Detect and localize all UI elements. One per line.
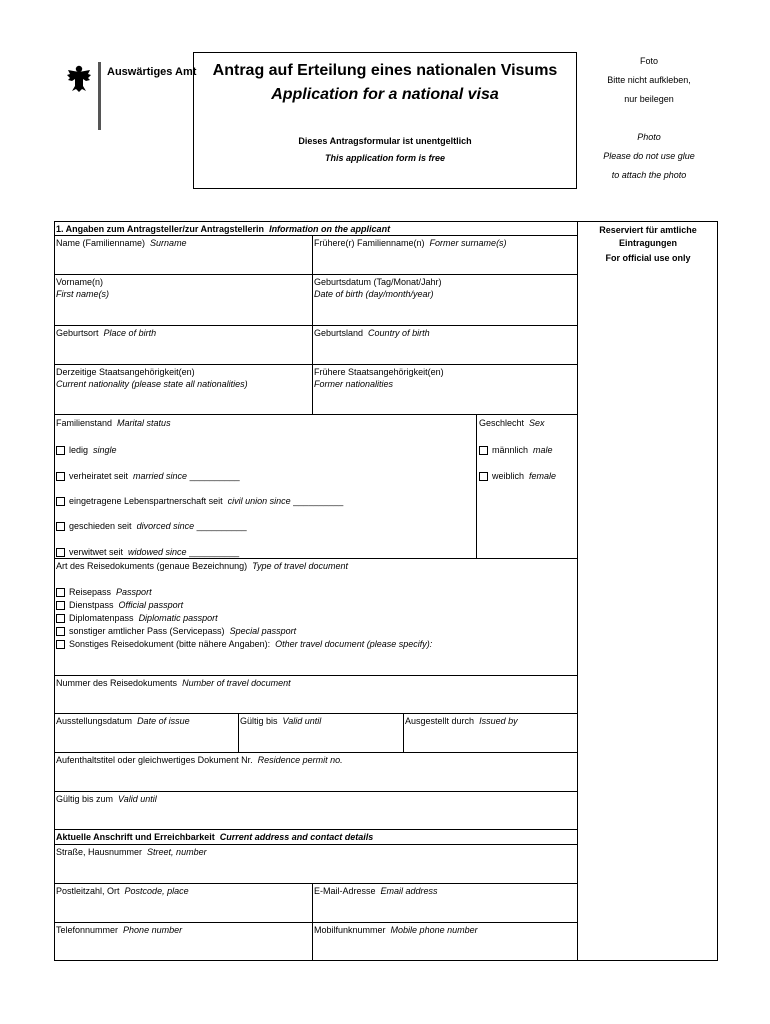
doc-option-diplomatic-passport[interactable]: Diplomatenpass Diplomatic passport bbox=[56, 612, 218, 624]
checkbox[interactable] bbox=[56, 497, 65, 506]
phone-field[interactable]: Telefonnummer Phone number bbox=[56, 925, 183, 935]
doc-option-other[interactable]: Sonstiges Reisedokument (bitte nähere Angaben): Other travel document (please specify): bbox=[56, 638, 432, 650]
checkbox[interactable] bbox=[56, 522, 65, 531]
application-form bbox=[54, 221, 718, 961]
title-english: Application for a national visa bbox=[271, 86, 499, 103]
eagle-icon bbox=[66, 64, 92, 94]
sex-option-male[interactable]: männlich male bbox=[479, 444, 553, 456]
document-number-field[interactable]: Nummer des Reisedokuments Number of travel document bbox=[56, 678, 291, 688]
marital-option-civil-union[interactable]: eingetragene Lebenspartnerschaft seit civil union since __________ bbox=[56, 495, 343, 507]
checkbox[interactable] bbox=[479, 472, 488, 481]
logo-bar bbox=[98, 62, 101, 130]
checkbox[interactable] bbox=[56, 614, 65, 623]
checkbox[interactable] bbox=[56, 601, 65, 610]
official-use-box bbox=[578, 224, 718, 265]
photo-label-de: Foto bbox=[639, 56, 658, 66]
address-section-heading: Aktuelle Anschrift und Erreichbarkeit Current address and contact details bbox=[56, 832, 374, 842]
photo-note-en-2: to attach the photo bbox=[611, 170, 687, 180]
surname-field[interactable]: Name (Familienname) Surname bbox=[56, 238, 187, 248]
marital-option-divorced[interactable]: geschieden seit divorced since __________ bbox=[56, 520, 247, 532]
checkbox[interactable] bbox=[479, 446, 488, 455]
sex-label: Geschlecht Sex bbox=[479, 418, 545, 428]
title-german: Antrag auf Erteilung eines nationalen Visums bbox=[212, 62, 558, 79]
issued-by-field[interactable]: Ausgestellt durch Issued by bbox=[405, 716, 518, 726]
date-of-birth-field[interactable]: Geburtsdatum (Tag/Monat/Jahr) Date of birth (day/month/year) bbox=[314, 277, 442, 299]
doc-option-official-passport[interactable]: Dienstpass Official passport bbox=[56, 599, 183, 611]
free-notice-english: This application form is free bbox=[324, 153, 446, 163]
photo-note-de-1: Bitte nicht aufkleben, bbox=[607, 75, 691, 85]
former-nationality-field[interactable]: Frühere Staatsangehörigkeit(en) Former nationalities bbox=[314, 367, 444, 389]
checkbox[interactable] bbox=[56, 640, 65, 649]
official-use-en: For official use only bbox=[605, 253, 691, 263]
valid-until-field[interactable]: Gültig bis Valid until bbox=[240, 716, 322, 726]
former-surname-field[interactable]: Frühere(r) Familienname(n) Former surname(s) bbox=[314, 238, 507, 248]
first-name-field[interactable]: Vorname(n) First name(s) bbox=[56, 277, 110, 299]
residence-permit-field[interactable]: Aufenthaltstitel oder gleichwertiges Dokument Nr. Residence permit no. bbox=[56, 755, 343, 765]
mobile-field[interactable]: Mobilfunknummer Mobile phone number bbox=[314, 925, 478, 935]
checkbox[interactable] bbox=[56, 446, 65, 455]
photo-note-de-2: nur beilegen bbox=[624, 94, 674, 104]
checkbox[interactable] bbox=[56, 588, 65, 597]
current-nationality-field[interactable]: Derzeitige Staatsangehörigkeit(en) Current nationality (please state all nationalities) bbox=[56, 367, 248, 389]
marital-option-single[interactable]: ledig single bbox=[56, 444, 117, 456]
marital-option-married[interactable]: verheiratet seit married since __________ bbox=[56, 470, 240, 482]
checkbox[interactable] bbox=[56, 472, 65, 481]
permit-valid-until-field[interactable]: Gültig bis zum Valid until bbox=[56, 794, 157, 804]
doc-option-special-passport[interactable]: sonstiger amtlicher Pass (Servicepass) Special passport bbox=[56, 625, 296, 637]
marital-status-label: Familienstand Marital status bbox=[56, 418, 171, 428]
street-field[interactable]: Straße, Hausnummer Street, number bbox=[56, 847, 207, 857]
title-box bbox=[193, 52, 577, 189]
section-applicant-heading: 1. Angaben zum Antragsteller/zur Antragstellerin Information on the applicant bbox=[56, 224, 391, 234]
issue-date-field[interactable]: Ausstellungsdatum Date of issue bbox=[56, 716, 190, 726]
country-of-birth-field[interactable]: Geburtsland Country of birth bbox=[314, 328, 430, 338]
place-of-birth-field[interactable]: Geburtsort Place of birth bbox=[56, 328, 157, 338]
free-notice-german: Dieses Antragsformular ist unentgeltlich bbox=[298, 136, 472, 146]
marital-option-widowed[interactable]: verwitwet seit widowed since __________ bbox=[56, 546, 239, 558]
photo-area[interactable] bbox=[584, 52, 714, 185]
checkbox[interactable] bbox=[56, 627, 65, 636]
document-type-label: Art des Reisedokuments (genaue Bezeichnung) Type of travel document bbox=[56, 561, 349, 571]
logo bbox=[66, 62, 197, 132]
logo-text: Auswärtiges Amt bbox=[107, 66, 197, 78]
photo-note-en-1: Please do not use glue bbox=[603, 151, 695, 161]
photo-label-en: Photo bbox=[637, 132, 661, 142]
checkbox[interactable] bbox=[56, 548, 65, 557]
doc-option-passport[interactable]: Reisepass Passport bbox=[56, 586, 152, 598]
official-use-de: Reserviert für amtliche Eintragungen bbox=[599, 225, 697, 248]
sex-option-female[interactable]: weiblich female bbox=[479, 470, 556, 482]
postcode-field[interactable]: Postleitzahl, Ort Postcode, place bbox=[56, 886, 189, 896]
email-field[interactable]: E-Mail-Adresse Email address bbox=[314, 886, 438, 896]
